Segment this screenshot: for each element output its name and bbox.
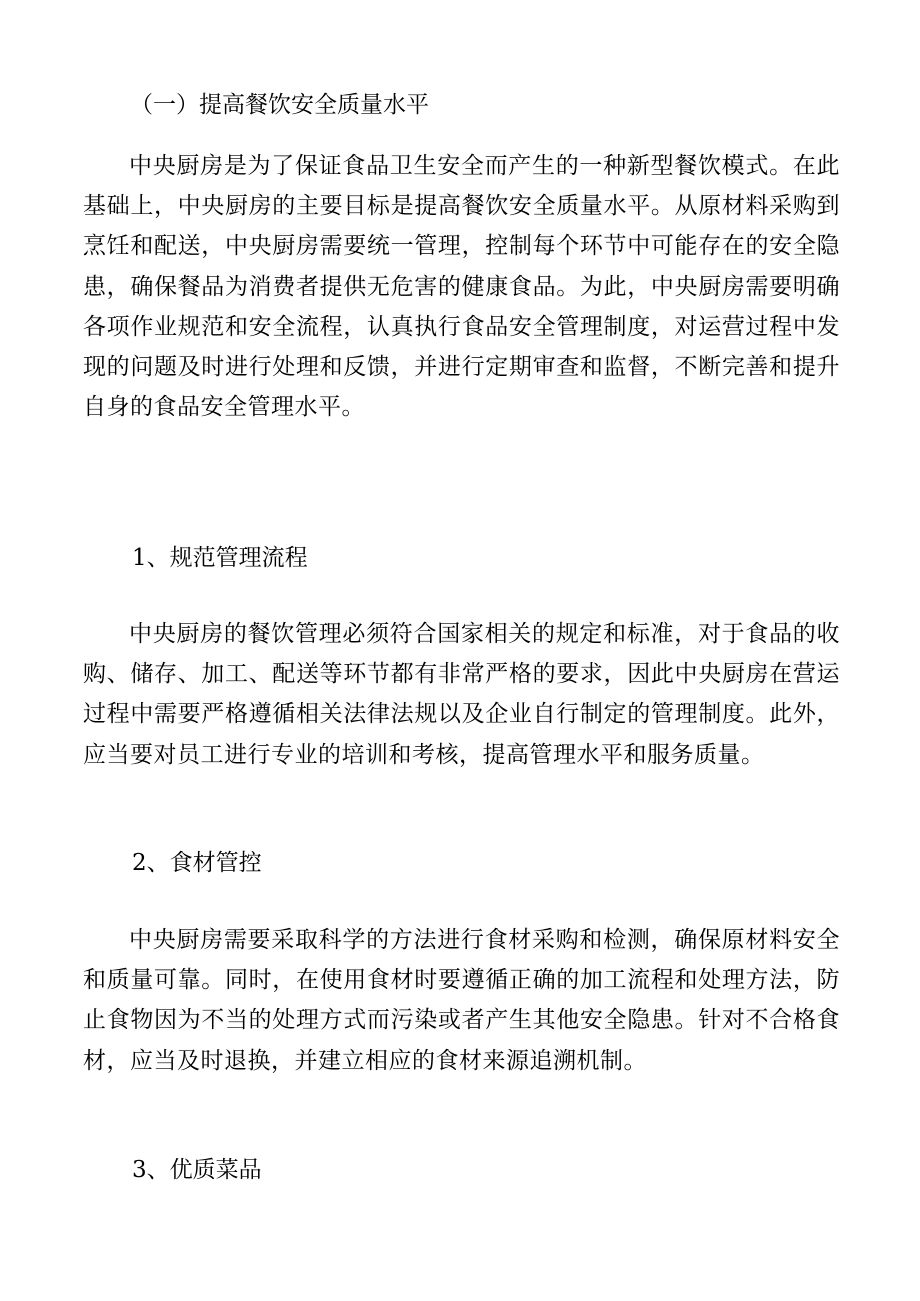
- section-heading: （一）提高餐饮安全质量水平: [130, 92, 429, 118]
- subsection-heading-2: 2、食材管控: [132, 850, 262, 876]
- intro-paragraph: 中央厨房是为了保证食品卫生安全而产生的一种新型餐饮模式。在此基础上，中央厨房的主要目标是提高餐饮安全质量水平。从原材料采购到烹饪和配送，中央厨房需要统一管理，控制每个环节中可能存在的安全隐患，确保餐品为消费者提供无危害的健康食品。为此，中央厨房需要明确各项作业规范和安全流程，认真执行食品安全管理制度，对运营过程中发现的问题及时进行处理和反馈，并进行定期审查和监督，不断完善和提升自身的食品安全管理水平。: [83, 153, 840, 421]
- subsection-heading-1: 1、规范管理流程: [132, 545, 308, 571]
- subsection-heading-3: 3、优质菜品: [132, 1157, 262, 1183]
- subsection-paragraph-2: 中央厨房需要采取科学的方法进行食材采购和检测，确保原材料安全和质量可靠。同时，在使用食材时要遵循正确的加工流程和处理方法，防止食物因为不当的处理方式而污染或者产生其他安全隐患。针对不合格食材，应当及时退换，并建立相应的食材来源追溯机制。: [83, 927, 840, 1074]
- subsection-paragraph-1: 中央厨房的餐饮管理必须符合国家相关的规定和标准，对于食品的收购、储存、加工、配送等环节都有非常严格的要求，因此中央厨房在营运过程中需要严格遵循相关法律法规以及企业自行制定的管理制度。此外，应当要对员工进行专业的培训和考核，提高管理水平和服务质量。: [83, 621, 840, 768]
